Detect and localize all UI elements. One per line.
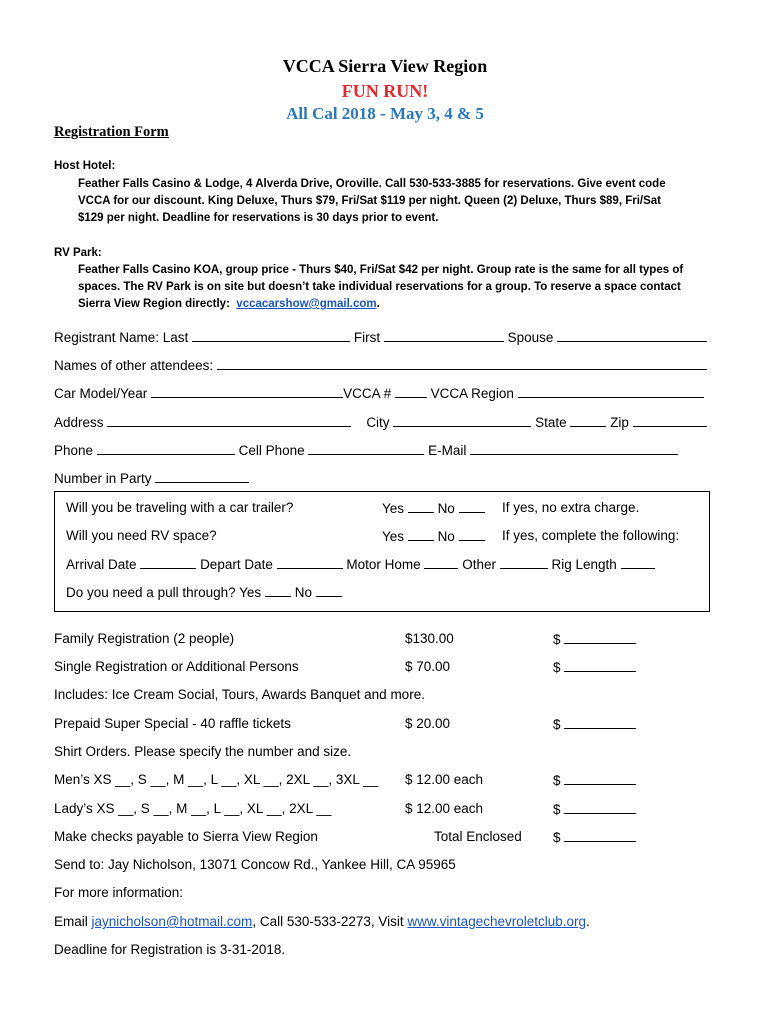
dollar-sign: $	[553, 773, 561, 788]
first-name-field[interactable]	[384, 329, 504, 342]
other-label: Other	[462, 557, 496, 572]
address-row	[54, 414, 707, 430]
ladys-amount-field[interactable]	[564, 801, 636, 814]
other-attendees-field[interactable]	[217, 357, 707, 370]
vcca-number-field[interactable]	[395, 385, 427, 398]
other-attendees-label: Names of other attendees:	[54, 358, 214, 373]
host-hotel-line-2: VCCA for our discount. King Deluxe, Thurs $79, Fri/Sat $119 per night. Queen (2) Deluxe, Thurs $89, Fri/Sat	[78, 195, 662, 207]
arrival-date-label: Arrival Date	[66, 557, 137, 572]
number-in-party-label: Number in Party	[54, 471, 152, 486]
state-label: State	[535, 415, 567, 430]
ladys-shirts-label: Lady’s XS __, S __, M __, L __, XL __, 2XL __	[54, 801, 332, 816]
pull-through-no-field[interactable]	[316, 584, 342, 597]
rv-details-row	[66, 556, 655, 572]
more-info-text: For more information:	[54, 885, 184, 900]
pull-through-question: Do you need a pull through? Yes	[66, 585, 262, 600]
mens-shirts-label: Men’s XS __, S __, M __, L __, XL __, 2XL __, 3XL __	[54, 772, 379, 787]
send-to-address: Send to: Jay Nicholson, 13071 Concow Rd., Yankee Hill, CA 95965	[54, 857, 456, 872]
email-prefix: Email	[54, 914, 88, 929]
vcca-region-field[interactable]	[518, 385, 704, 398]
contact-email-link[interactable]: jaynicholson@hotmail.com	[91, 914, 253, 929]
event-dates: All Cal 2018 - May 3, 4 & 5	[286, 104, 484, 123]
dollar-sign: $	[553, 830, 561, 845]
contact-row	[54, 914, 590, 929]
depart-date-label: Depart Date	[200, 557, 273, 572]
other-field[interactable]	[500, 556, 548, 569]
car-model-year-field[interactable]	[151, 385, 343, 398]
rv-yes-field[interactable]	[408, 528, 434, 541]
pull-through-yes-field[interactable]	[265, 584, 291, 597]
rv-space-answer	[382, 528, 485, 544]
zip-field[interactable]	[633, 414, 707, 427]
city-label: City	[366, 415, 390, 430]
cell-phone-field[interactable]	[308, 442, 424, 455]
rv-park-contact-prefix: Sierra View Region directly:	[78, 298, 230, 310]
contact-period: .	[586, 914, 590, 929]
dollar-sign: $	[553, 660, 561, 675]
rv-park-label: RV Park:	[54, 247, 102, 259]
depart-date-field[interactable]	[277, 556, 343, 569]
city-field[interactable]	[393, 414, 531, 427]
ladys-shirts-price: $ 12.00 each	[405, 801, 484, 816]
total-amount-row	[553, 829, 636, 845]
registration-deadline: Deadline for Registration is 3-31-2018.	[54, 942, 286, 957]
ladys-amount-row	[553, 801, 636, 817]
rv-yes-label: Yes	[382, 529, 405, 544]
arrival-date-field[interactable]	[140, 556, 196, 569]
car-row	[54, 385, 704, 401]
zip-label: Zip	[610, 415, 629, 430]
trailer-no-label: No	[437, 501, 455, 516]
rv-park-email-link[interactable]: vccacarshow@gmail.com	[236, 298, 377, 310]
pull-through-no-label: No	[294, 585, 312, 600]
registrant-name-row	[54, 329, 707, 345]
spouse-field[interactable]	[557, 329, 707, 342]
prepaid-special-label: Prepaid Super Special - 40 raffle tickets	[54, 716, 291, 731]
rig-length-label: Rig Length	[551, 557, 617, 572]
spouse-label: Spouse	[507, 330, 554, 345]
last-name-field[interactable]	[192, 329, 350, 342]
fun-run-heading: FUN RUN!	[341, 81, 429, 101]
pull-through-row	[66, 584, 342, 600]
rv-park-line-2: spaces. The RV Park is on site but doesn’t take individual reservations for a group. To reserve a space contact	[78, 281, 681, 293]
trailer-note: If yes, no extra charge.	[502, 500, 640, 515]
phone-field[interactable]	[97, 442, 235, 455]
trailer-yes-field[interactable]	[408, 500, 434, 513]
host-hotel-line-1: Feather Falls Casino & Lodge, 4 Alverda Drive, Oroville. Call 530-533-3885 for reservations. Give event code	[78, 178, 666, 190]
car-trailer-answer	[382, 500, 485, 516]
single-amount-row	[553, 659, 636, 675]
website-link[interactable]: www.vintagechevroletclub.org	[407, 914, 587, 929]
dollar-sign: $	[553, 802, 561, 817]
cell-phone-label: Cell Phone	[238, 443, 305, 458]
prepaid-amount-field[interactable]	[564, 716, 636, 729]
shirt-orders-text: Shirt Orders. Please specify the number and size.	[54, 744, 352, 759]
trailer-no-field[interactable]	[459, 500, 485, 513]
car-trailer-question: Will you be traveling with a car trailer?	[66, 500, 294, 515]
email-field[interactable]	[470, 442, 678, 455]
other-attendees-row	[54, 357, 707, 373]
trailer-yes-label: Yes	[382, 501, 405, 516]
prepaid-amount-row	[553, 716, 636, 732]
vcca-number-label: VCCA #	[343, 386, 392, 401]
call-visit-text: , Call 530-533-2273, Visit	[252, 914, 404, 929]
includes-text: Includes: Ice Cream Social, Tours, Awards Banquet and more.	[54, 687, 425, 702]
family-amount-row	[553, 631, 636, 647]
motor-home-field[interactable]	[424, 556, 458, 569]
rv-park-line-1: Feather Falls Casino KOA, group price - Thurs $40, Fri/Sat $42 per night. Group rate is the same for all types of	[78, 264, 684, 276]
registration-form-title: Registration Form	[54, 124, 169, 140]
email-label: E-Mail	[428, 443, 467, 458]
rv-park-line-3	[78, 298, 380, 310]
family-registration-price: $130.00	[405, 631, 454, 646]
family-amount-field[interactable]	[564, 631, 636, 644]
motor-home-label: Motor Home	[346, 557, 421, 572]
dollar-sign: $	[553, 632, 561, 647]
prepaid-special-price: $ 20.00	[405, 716, 451, 731]
rig-length-field[interactable]	[621, 556, 655, 569]
mens-amount-field[interactable]	[564, 772, 636, 785]
vcca-region-label: VCCA Region	[430, 386, 514, 401]
first-name-label: First	[353, 330, 381, 345]
page-title: VCCA Sierra View Region	[282, 56, 488, 76]
rv-park-period: .	[376, 298, 380, 310]
number-in-party-field[interactable]	[155, 470, 249, 483]
checks-payable-text: Make checks payable to Sierra View Region	[54, 829, 318, 844]
single-amount-field[interactable]	[564, 659, 636, 672]
dollar-sign: $	[553, 717, 561, 732]
rv-note: If yes, complete the following:	[502, 528, 680, 543]
rv-no-label: No	[437, 529, 455, 544]
car-model-year-label: Car Model/Year	[54, 386, 148, 401]
rv-trailer-box	[54, 491, 710, 612]
phone-row	[54, 442, 678, 458]
single-registration-label: Single Registration or Additional Persons	[54, 659, 299, 674]
mens-amount-row	[553, 772, 636, 788]
rv-no-field[interactable]	[459, 528, 485, 541]
total-amount-field[interactable]	[564, 829, 636, 842]
mens-shirts-price: $ 12.00 each	[405, 772, 484, 787]
address-label: Address	[54, 415, 104, 430]
rv-space-question: Will you need RV space?	[66, 528, 217, 543]
address-field[interactable]	[107, 414, 351, 427]
party-row	[54, 470, 249, 486]
registrant-last-label: Registrant Name: Last	[54, 330, 189, 345]
host-hotel-label: Host Hotel:	[54, 160, 116, 172]
family-registration-label: Family Registration (2 people)	[54, 631, 235, 646]
single-registration-price: $ 70.00	[405, 659, 451, 674]
phone-label: Phone	[54, 443, 94, 458]
total-enclosed-label: Total Enclosed	[434, 829, 522, 844]
state-field[interactable]	[570, 414, 606, 427]
host-hotel-line-3: $129 per night. Deadline for reservations is 30 days prior to event.	[78, 212, 439, 224]
